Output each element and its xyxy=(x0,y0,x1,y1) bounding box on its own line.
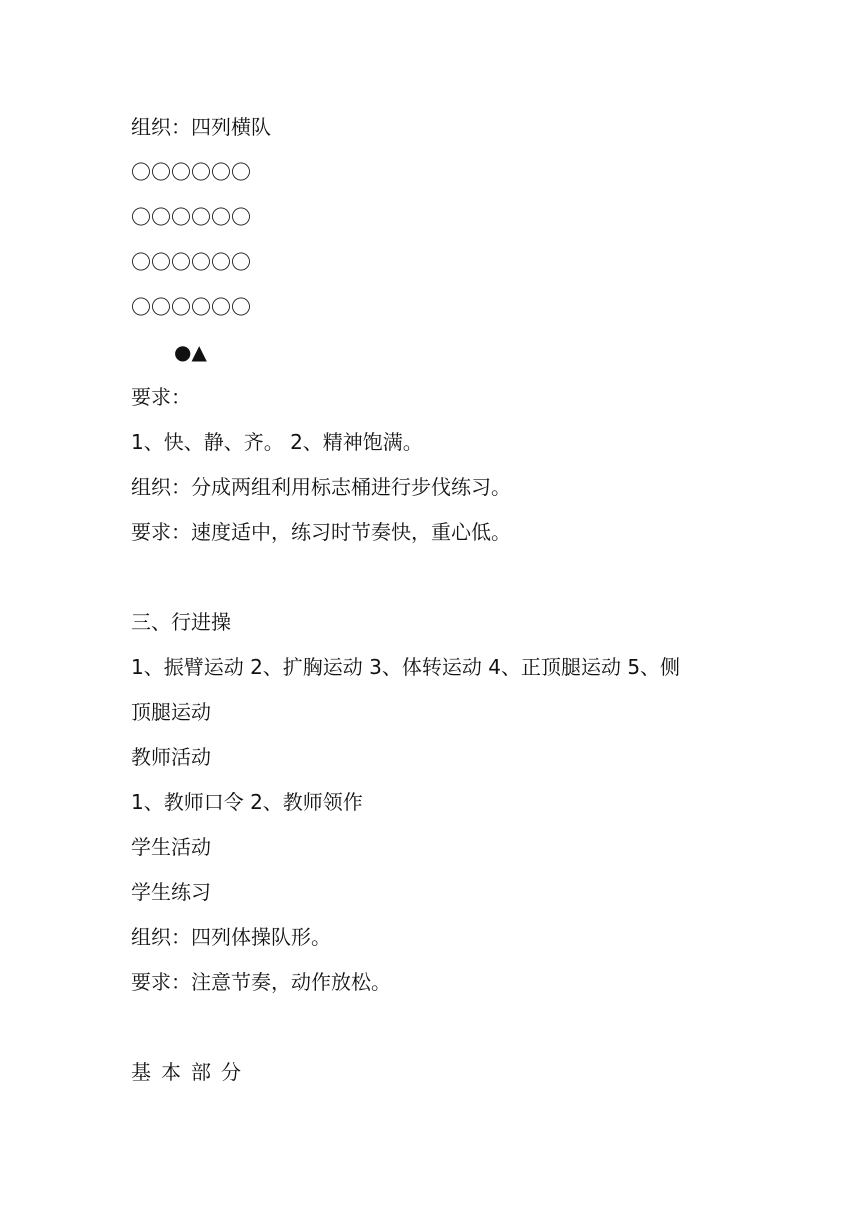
student-activity-line: 学生练习 xyxy=(131,880,211,904)
formation-row-1: 〇〇〇〇〇〇 xyxy=(131,160,251,184)
organization-line: 组织：分成两组利用标志桶进行步伐练习。 xyxy=(131,475,511,499)
requirements-line: 1、快、静、齐。 2、精神饱满。 xyxy=(131,430,423,454)
requirements-line: 要求：速度适中，练习时节奏快，重心低。 xyxy=(131,520,511,544)
organization-line: 组织：四列体操队形。 xyxy=(131,925,331,949)
section-heading: 三、行进操 xyxy=(131,610,231,634)
teacher-position-markers: ●▲ xyxy=(174,340,207,364)
exercise-list: 1、振臂运动 2、扩胸运动 3、体转运动 4、正顶腿运动 5、侧 xyxy=(131,655,681,679)
formation-row-2: 〇〇〇〇〇〇 xyxy=(131,205,251,229)
section-heading: 基本部分 xyxy=(131,1060,251,1084)
formation-row-4: 〇〇〇〇〇〇 xyxy=(131,295,251,319)
organization-line: 组织：四列横队 xyxy=(131,115,271,139)
exercise-list-continued: 顶腿运动 xyxy=(131,700,211,724)
requirements-line: 要求：注意节奏，动作放松。 xyxy=(131,970,391,994)
teacher-activity-heading: 教师活动 xyxy=(131,745,211,769)
teacher-activity-line: 1、教师口令 2、教师领作 xyxy=(131,790,363,814)
student-activity-heading: 学生活动 xyxy=(131,835,211,859)
requirements-heading: 要求： xyxy=(131,385,191,409)
formation-row-3: 〇〇〇〇〇〇 xyxy=(131,250,251,274)
